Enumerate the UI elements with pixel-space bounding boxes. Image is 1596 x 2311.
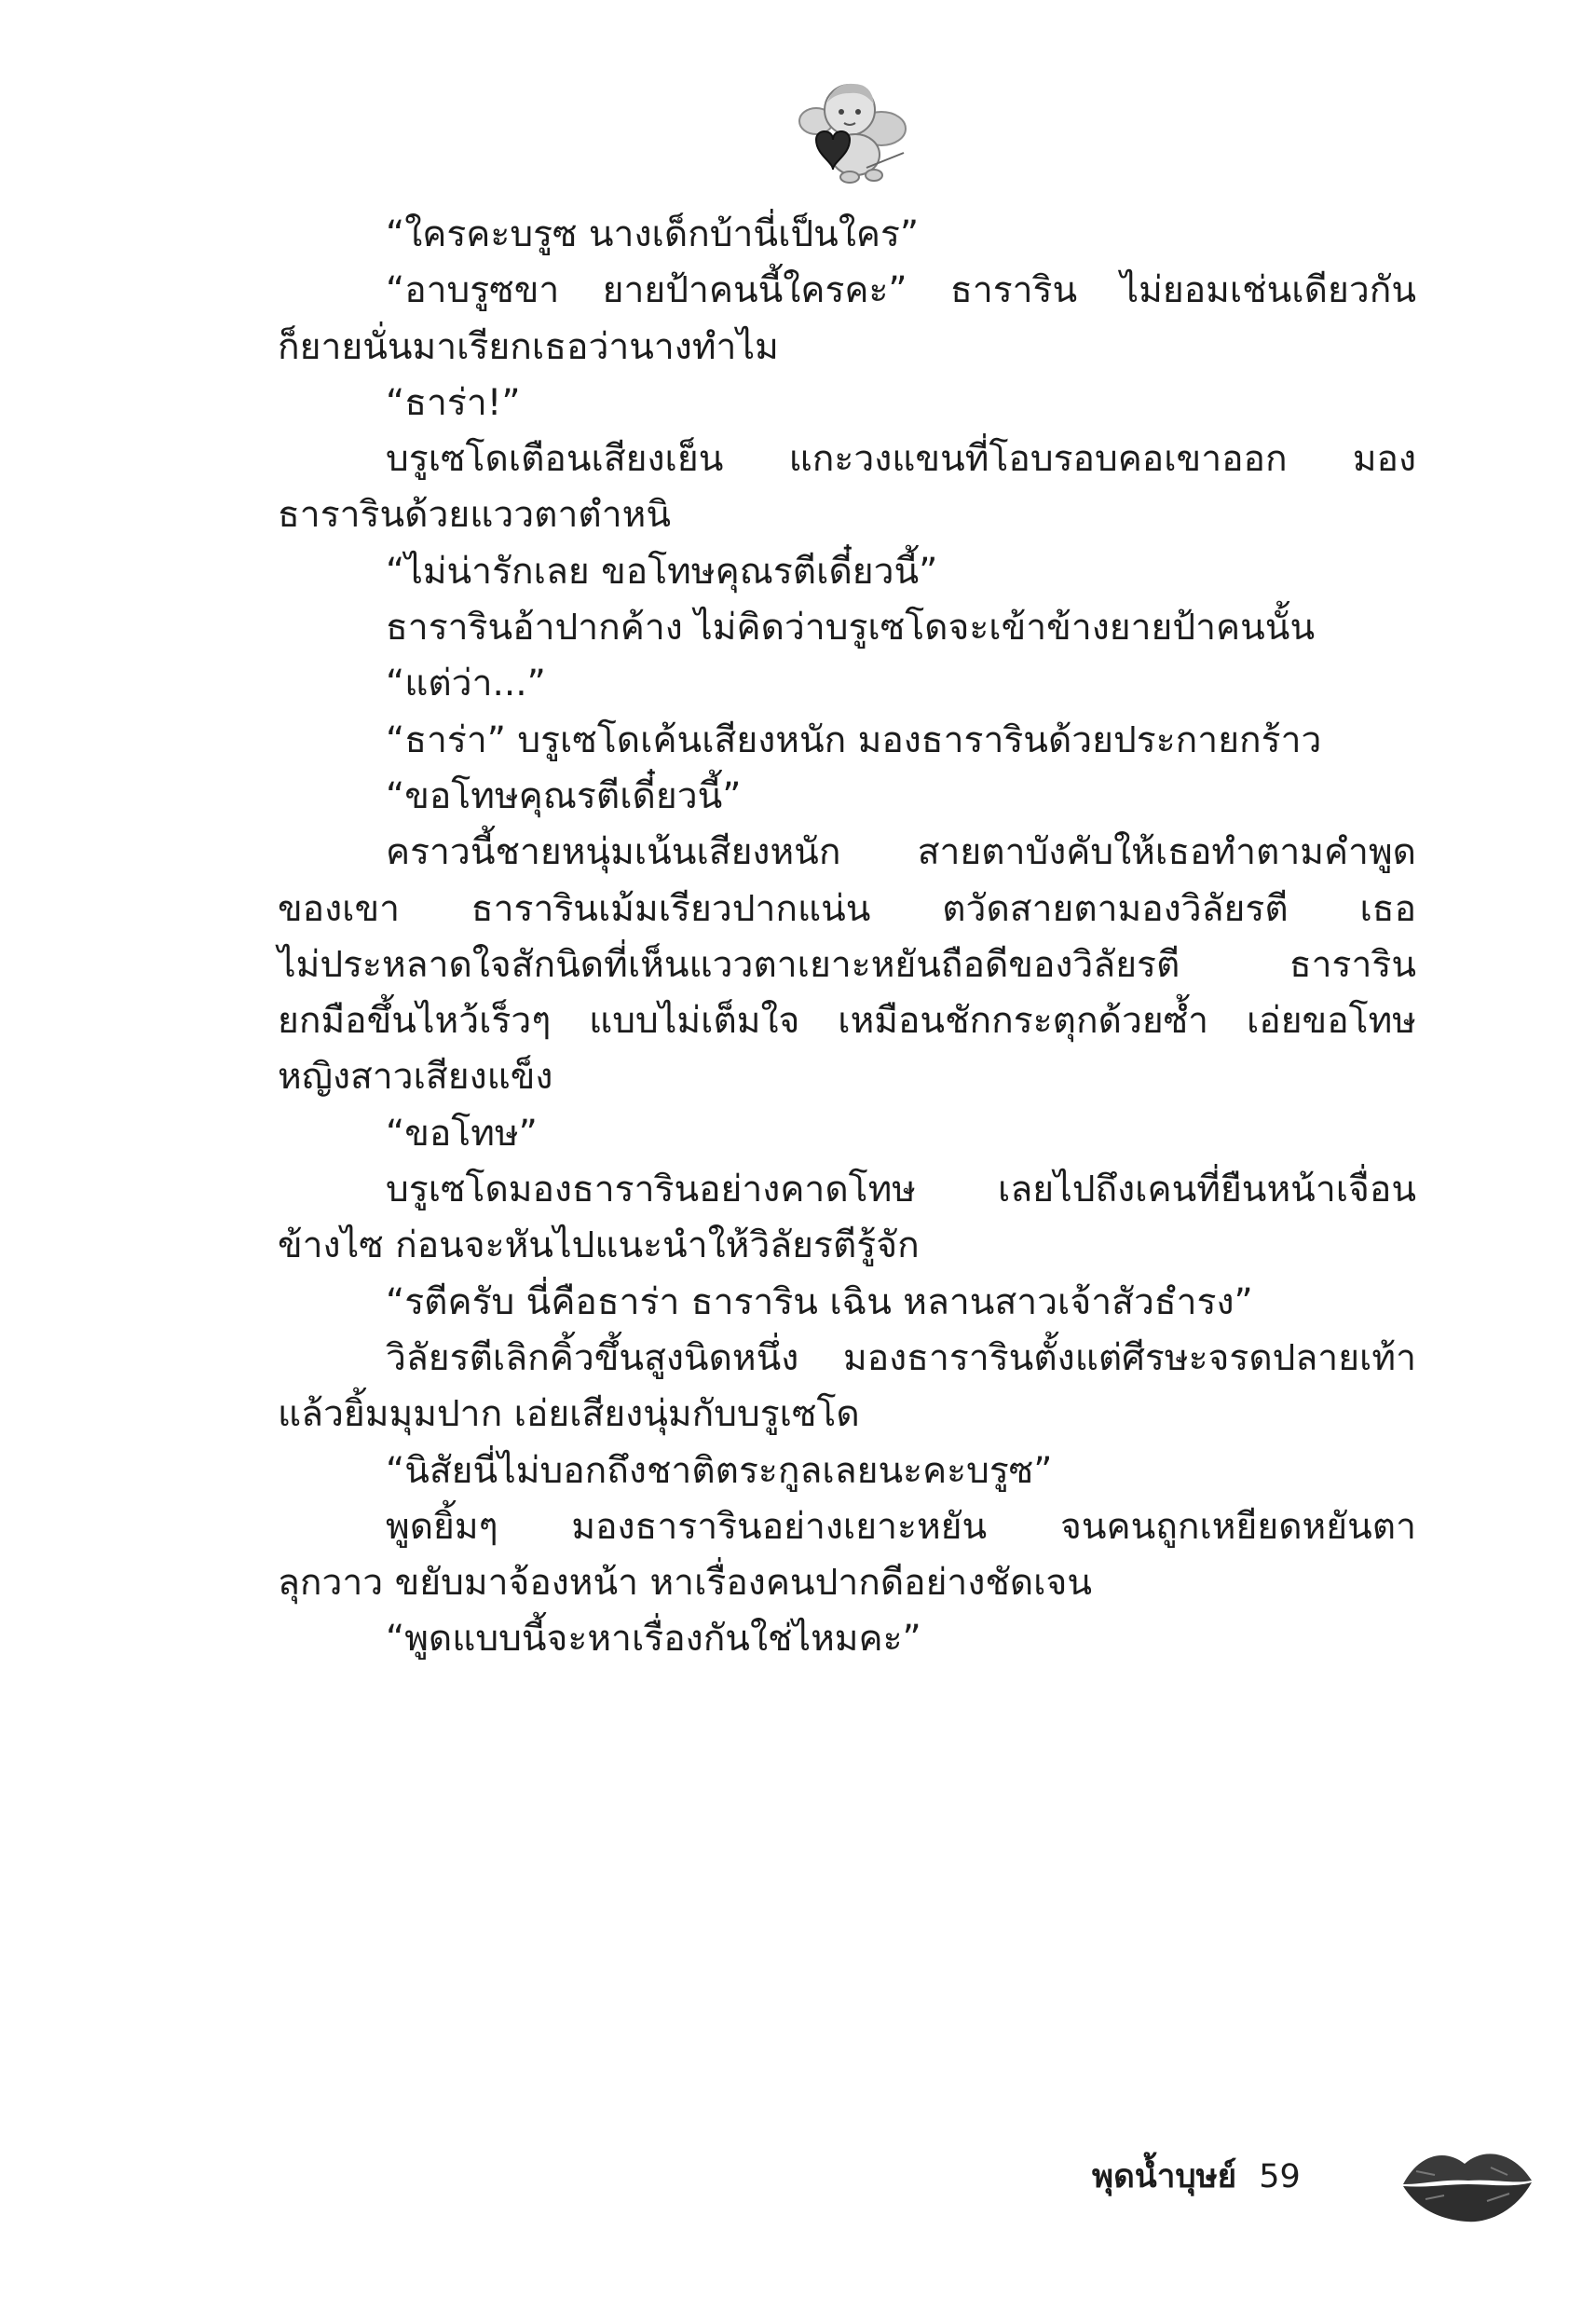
text-line: “พูดแบบนี้จะหาเรื่องกันใช่ไหมคะ” — [386, 1618, 921, 1661]
text-line: ธารารินด้วยแววตาตำหนิ — [278, 494, 671, 537]
text-line: “นิสัยนี่ไม่บอกถึงชาติตระกูลเลยนะคะบรูซ” — [386, 1449, 1053, 1492]
text-line: “รตีครับ นี่คือธาร่า ธาราริน เฉิน หลานสาวเจ้าสัวธำรง” — [386, 1280, 1253, 1323]
text-line: “ขอโทษคุณรตีเดี๋ยวนี้” — [386, 774, 742, 817]
book-title: พุดน้ำบุษย์ — [1092, 2158, 1237, 2195]
body-text — [278, 207, 1416, 1668]
text-line: บรูเซโดมองธารารินอย่างคาดโทษ เลยไปถึงเคนที่ยืนหน้าเจื่อน — [386, 1169, 1416, 1211]
text-line: “ธาร่า” บรูเซโดเค้นเสียงหนัก มองธารารินด้วยประกายกร้าว — [386, 718, 1322, 761]
page-number: 59 — [1259, 2158, 1301, 2195]
text-line: “ไม่น่ารักเลย ขอโทษคุณรตีเดี๋ยวนี้” — [386, 550, 938, 593]
text-line: แล้วยิ้มมุมปาก เอ่ยเสียงนุ่มกับบรูเซโด — [278, 1393, 860, 1436]
text-line: ไม่ประหลาดใจสักนิดที่เห็นแววตาเยาะหยันถือดีของวิลัยรตี ธาราริน — [278, 943, 1416, 986]
text-line: บรูเซโดเตือนเสียงเย็น แกะวงแขนที่โอบรอบคอเขาออก มอง — [386, 438, 1416, 481]
text-line: “ธาร่า!” — [386, 381, 521, 424]
text-line: ก็ยายนั่นมาเรียกเธอว่านางทำไม — [278, 325, 779, 368]
text-line: วิลัยรตีเลิกคิ้วขึ้นสูงนิดหนึ่ง มองธารารินตั้งแต่ศีรษะจรดปลายเท้า — [386, 1336, 1416, 1379]
text-line: หญิงสาวเสียงแข็ง — [278, 1056, 553, 1099]
page-footer — [1092, 2149, 1301, 2205]
text-line: “ขอโทษ” — [386, 1112, 538, 1155]
cupid-with-heart-icon — [788, 75, 911, 186]
text-line: “อาบรูซขา ยายป้าคนนี้ใครคะ” ธาราริน ไม่ยอมเช่นเดียวกัน — [386, 269, 1416, 312]
text-line: คราวนี้ชายหนุ่มเน้นเสียงหนัก สายตาบังคับให้เธอทำตามคำพูด — [386, 831, 1416, 874]
text-line: ของเขา ธารารินเม้มเรียวปากแน่น ตวัดสายตามองวิลัยรตี เธอ — [278, 887, 1416, 930]
text-line: พูดยิ้มๆ มองธารารินอย่างเยาะหยัน จนคนถูกเหยียดหยันตา — [386, 1505, 1416, 1548]
lips-kiss-icon — [1398, 2134, 1537, 2227]
text-line: ธารารินอ้าปากค้าง ไม่คิดว่าบรูเซโดจะเข้าข้างยายป้าคนนั้น — [386, 607, 1316, 650]
text-line: ลุกวาว ขยับมาจ้องหน้า หาเรื่องคนปากดีอย่างชัดเจน — [278, 1562, 1093, 1605]
text-line: ข้างไซ ก่อนจะหันไปแนะนำให้วิลัยรตีรู้จัก — [278, 1224, 920, 1267]
text-line: “ใครคะบรูซ นางเด็กบ้านี่เป็นใคร” — [386, 213, 920, 255]
text-line: “แต่ว่า...” — [386, 663, 546, 705]
text-line: ยกมือขึ้นไหว้เร็วๆ แบบไม่เต็มใจ เหมือนชักกระตุกด้วยซ้ำ เอ่ยขอโทษ — [278, 1000, 1416, 1043]
